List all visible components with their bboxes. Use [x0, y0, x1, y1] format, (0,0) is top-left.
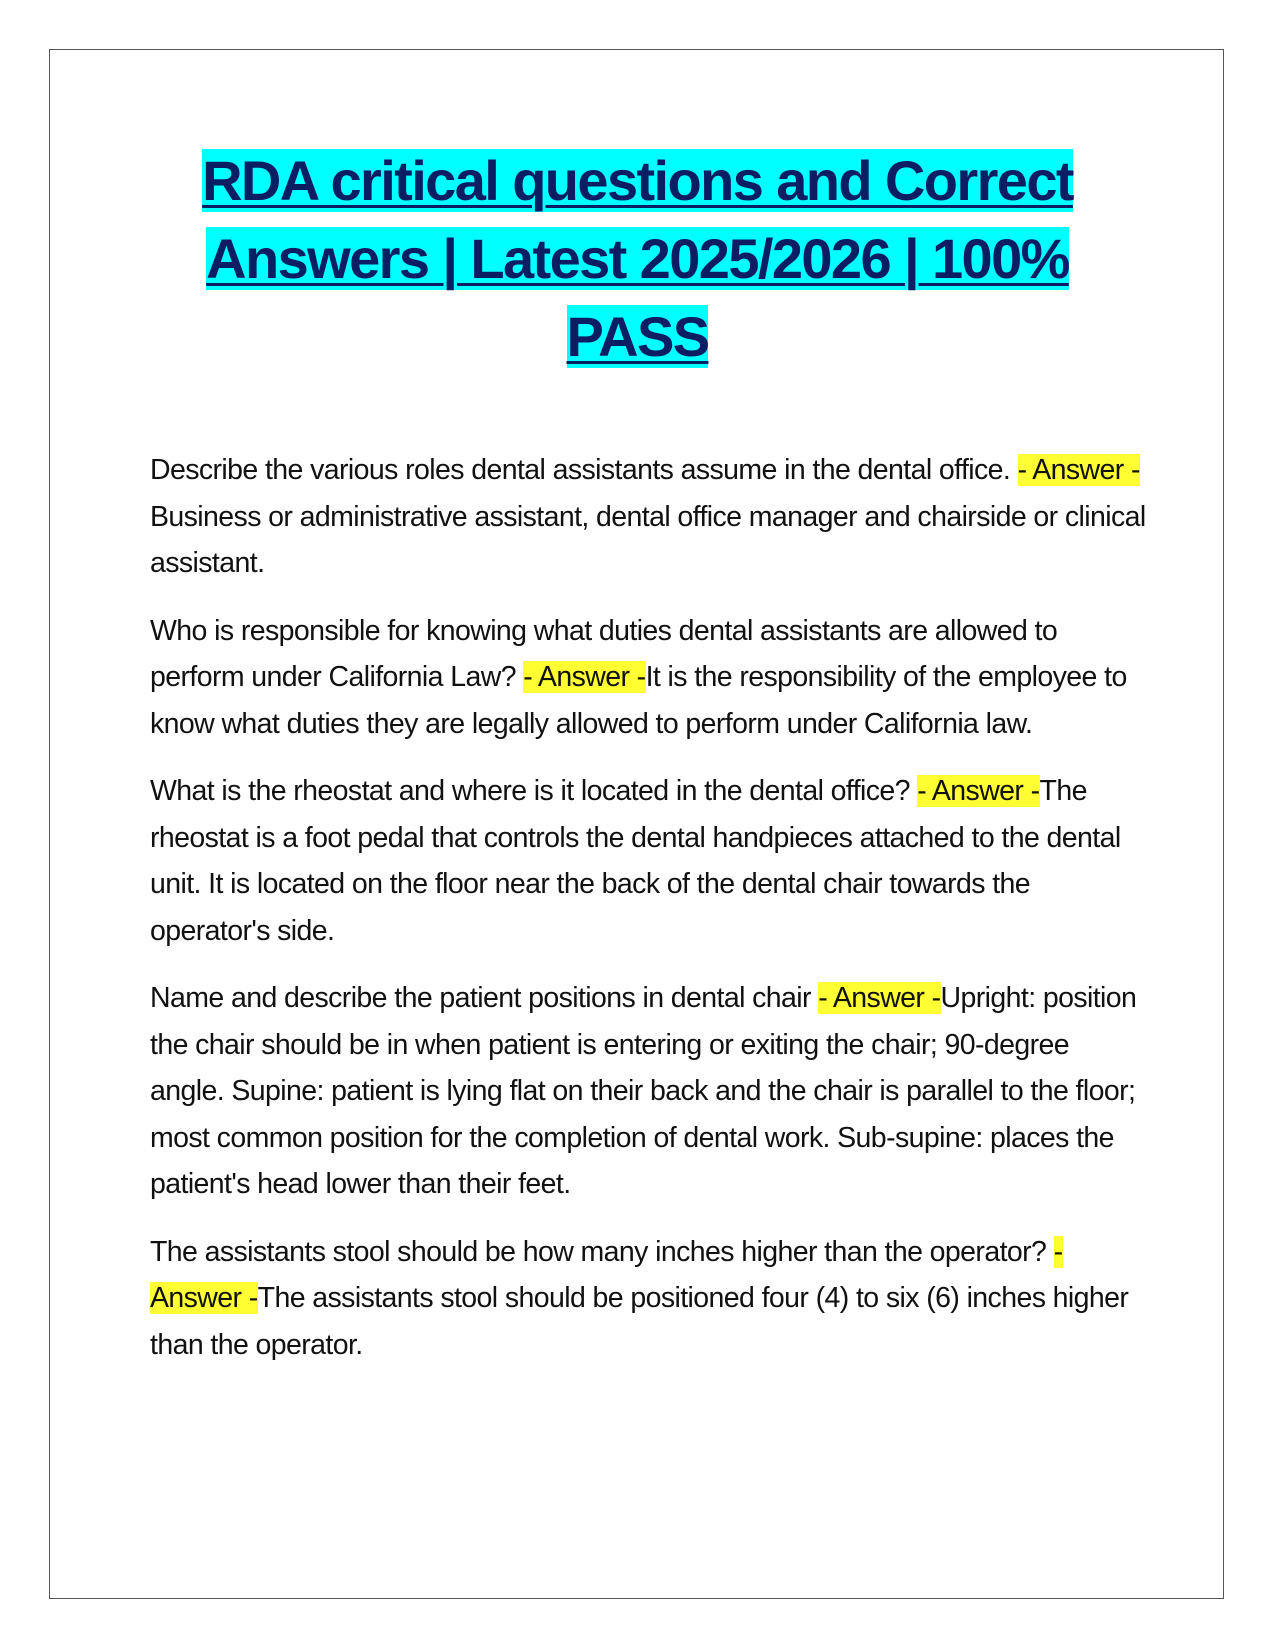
answer-text: The rheostat is a foot pedal that controls the dental handpieces attached to the dental unit. It is located on the floor near the back of the dental chair towards the operator's side. [150, 775, 1121, 947]
question-text: What is the rheostat and where is it located in the dental office? [150, 775, 918, 807]
answer-marker: - Answer - [917, 775, 1040, 807]
answer-marker: - Answer - [1017, 454, 1140, 486]
answer-marker: - Answer - [818, 982, 941, 1014]
question-text: Describe the various roles dental assistants assume in the dental office. [150, 454, 1018, 486]
qa-item-rheostat [150, 768, 1150, 954]
question-text: Name and describe the patient positions in dental chair [150, 982, 819, 1014]
qa-item-assistant-stool [150, 1229, 1150, 1369]
qa-item-california-law [150, 608, 1150, 748]
qa-list [150, 447, 1150, 1389]
qa-item-patient-positions [150, 975, 1150, 1208]
title-line-1: RDA critical questions and Correct [202, 149, 1073, 212]
document-title [90, 142, 1185, 376]
answer-marker: - Answer - [150, 1235, 1063, 1314]
qa-item-roles [150, 447, 1150, 587]
question-text: Who is responsible for knowing what duties dental assistants are allowed to perform under California Law? [150, 614, 1058, 693]
answer-text: It is the responsibility of the employee to know what duties they are legally allowed to perform under California law. [150, 661, 1127, 740]
answer-marker: - Answer - [523, 661, 646, 693]
title-line-2: Answers | Latest 2025/2026 | 100% [206, 227, 1069, 290]
answer-text: The assistants stool should be positioned four (4) to six (6) inches higher than the operator. [150, 1282, 1129, 1361]
title-line-3: PASS [566, 305, 709, 368]
question-text: The assistants stool should be how many inches higher than the operator? [150, 1235, 1054, 1268]
answer-text: Upright: position the chair should be in when patient is entering or exiting the chair; 90-degree angle. Supine: patient is lying flat on their back and the chair is parallel to the floor; most common position for the completion of dental work. Sub-supine: places the patient's head lower than their feet. [150, 982, 1137, 1200]
answer-text: Business or administrative assistant, dental office manager and chairside or clinical assistant. [150, 500, 1146, 579]
